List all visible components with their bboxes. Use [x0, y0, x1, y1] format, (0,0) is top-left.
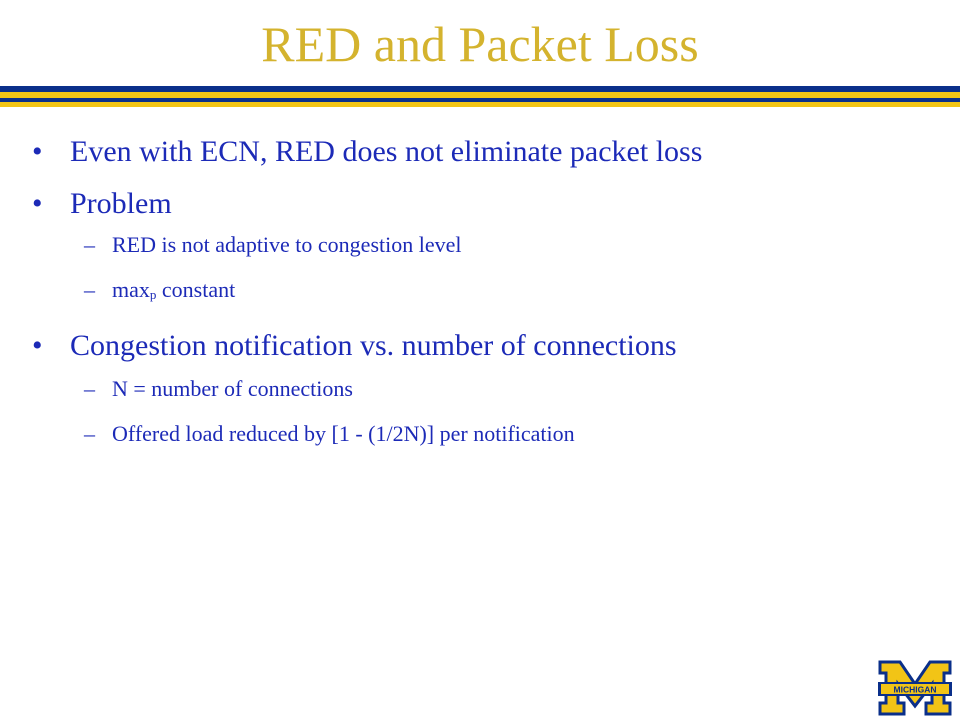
bullet-text: Congestion notification vs. number of connections	[70, 329, 677, 362]
sub-bullet-item	[32, 230, 932, 260]
logo-wordmark: MICHIGAN	[893, 684, 937, 695]
sub-bullet-item	[32, 374, 932, 404]
max-label: max	[112, 277, 150, 302]
bullet-dot: •	[32, 329, 43, 362]
sub-bullet-text: Offered load reduced by [1 - (1/2N)] per notification	[112, 421, 575, 446]
sub-bullet-item	[32, 419, 932, 449]
sub-bullet-text: RED is not adaptive to congestion level	[112, 232, 462, 257]
bullet-item	[32, 326, 932, 366]
bullet-text: Even with ECN, RED does not eliminate packet loss	[70, 135, 703, 168]
sub-bullet-dash: –	[84, 277, 95, 302]
slide-title: RED and Packet Loss	[261, 16, 699, 72]
bullet-list	[32, 132, 932, 464]
sub-bullet-text	[112, 277, 235, 302]
sub-bullet-text: N = number of connections	[112, 376, 353, 401]
bullet-text: Problem	[70, 187, 172, 220]
sub-bullet-dash: –	[84, 376, 95, 401]
constant-label: constant	[156, 277, 236, 302]
sub-bullet-dash: –	[84, 232, 95, 257]
bullet-item	[32, 132, 932, 172]
block-m-logo	[878, 660, 952, 716]
sub-bullet-dash: –	[84, 421, 95, 446]
bullet-item	[32, 184, 932, 224]
sub-bullet-item	[32, 275, 932, 310]
max-subscript: p	[149, 287, 157, 302]
title-divider	[0, 86, 960, 114]
bullet-dot: •	[32, 187, 43, 220]
bullet-dot: •	[32, 135, 43, 168]
